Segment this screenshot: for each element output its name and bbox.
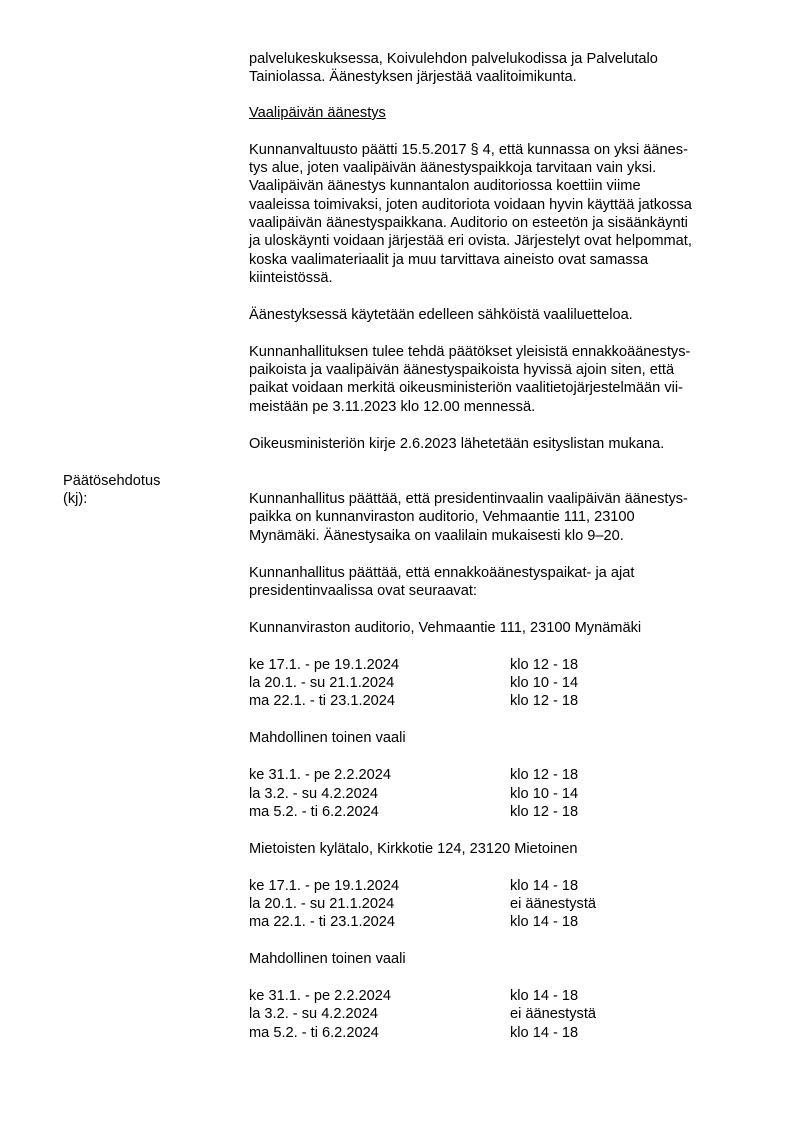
schedule-time: klo 12 - 18 bbox=[510, 804, 579, 820]
schedule-dates: la 3.2. - su 4.2.2024 bbox=[249, 786, 378, 802]
schedule-dates: la 3.2. - su 4.2.2024 bbox=[249, 1006, 378, 1022]
proposal-line: Kunnanhallitus päättää, että ennakkoäänestyspaikat- ja ajat bbox=[249, 565, 635, 581]
schedule-time: klo 10 - 14 bbox=[510, 786, 579, 802]
proposal-line: Mynämäki. Äänestysaika on vaalilain mukaisesti klo 9–20. bbox=[249, 528, 624, 544]
schedule-dates: la 20.1. - su 21.1.2024 bbox=[249, 675, 395, 691]
schedule-time: klo 12 - 18 bbox=[510, 767, 579, 783]
schedule-time: klo 12 - 18 bbox=[510, 693, 579, 709]
schedule-time: klo 14 - 18 bbox=[510, 878, 579, 894]
schedule-time: klo 14 - 18 bbox=[510, 988, 579, 1004]
schedule-dates: ke 31.1. - pe 2.2.2024 bbox=[249, 767, 391, 783]
paragraph-line: paikoista ja vaalipäivän äänestyspaikoista hyvissä ajoin siten, että bbox=[249, 362, 675, 378]
section-heading: Vaalipäivän äänestys bbox=[249, 105, 386, 121]
schedule-time: klo 12 - 18 bbox=[510, 657, 579, 673]
intro-line: Tainiolassa. Äänestyksen järjestää vaalitoimikunta. bbox=[249, 69, 577, 85]
paragraph-line: Oikeusministeriön kirje 2.6.2023 lähetetään esityslistan mukana. bbox=[249, 436, 665, 452]
paragraph-line: vaalipäivän äänestyspaikkana. Auditorio on esteetön ja sisäänkäynti bbox=[249, 215, 688, 231]
schedule-time: klo 14 - 18 bbox=[510, 914, 579, 930]
paragraph-line: Kunnanhallituksen tulee tehdä päätökset yleisistä ennakkoäänestys- bbox=[249, 344, 691, 360]
proposal-line: presidentinvaalissa ovat seuraavat: bbox=[249, 583, 477, 599]
schedule-dates: ma 5.2. - ti 6.2.2024 bbox=[249, 1025, 379, 1041]
location-name: Mietoisten kylätalo, Kirkkotie 124, 23120 Mietoinen bbox=[249, 841, 578, 857]
schedule-time: klo 14 - 18 bbox=[510, 1025, 579, 1041]
schedule-time: klo 10 - 14 bbox=[510, 675, 579, 691]
schedule-dates: ke 17.1. - pe 19.1.2024 bbox=[249, 878, 400, 894]
proposal-line: Kunnanhallitus päättää, että presidentinvaalin vaalipäivän äänestys- bbox=[249, 491, 688, 507]
schedule-dates: ma 5.2. - ti 6.2.2024 bbox=[249, 804, 379, 820]
proposal-label: (kj): bbox=[63, 491, 88, 507]
intro-line: palvelukeskuksessa, Koivulehdon palvelukodissa ja Palvelutalo bbox=[249, 51, 658, 67]
proposal-line: paikka on kunnanviraston auditorio, Vehmaantie 111, 23100 bbox=[249, 509, 635, 525]
paragraph-line: Kunnanvaltuusto päätti 15.5.2017 § 4, että kunnassa on yksi äänes- bbox=[249, 142, 688, 158]
paragraph-line: ja uloskäynti voidaan järjestää eri ovista. Järjestelyt ovat helpommat, bbox=[249, 233, 692, 249]
second-round-label: Mahdollinen toinen vaali bbox=[249, 951, 406, 967]
schedule-dates: ke 17.1. - pe 19.1.2024 bbox=[249, 657, 400, 673]
paragraph-line: paikat voidaan merkitä oikeusministeriön vaalitietojärjestelmään vii- bbox=[249, 380, 683, 396]
schedule-dates: ma 22.1. - ti 23.1.2024 bbox=[249, 914, 396, 930]
paragraph-line: Äänestyksessä käytetään edelleen sähköistä vaaliluetteloa. bbox=[249, 307, 633, 323]
location-name: Kunnanviraston auditorio, Vehmaantie 111, 23100 Mynämäki bbox=[249, 620, 642, 636]
paragraph-line: tys alue, joten vaalipäivän äänestyspaikkoja tarvitaan vain yksi. bbox=[249, 160, 657, 176]
schedule-dates: ma 22.1. - ti 23.1.2024 bbox=[249, 693, 396, 709]
proposal-label: Päätösehdotus bbox=[63, 473, 161, 489]
paragraph-line: meistään pe 3.11.2023 klo 12.00 mennessä. bbox=[249, 399, 536, 415]
paragraph-line: kiinteistössä. bbox=[249, 270, 333, 286]
second-round-label: Mahdollinen toinen vaali bbox=[249, 730, 406, 746]
paragraph-line: Vaalipäivän äänestys kunnantalon auditoriossa koettiin viime bbox=[249, 178, 641, 194]
schedule-time: ei äänestystä bbox=[510, 896, 596, 912]
schedule-dates: la 20.1. - su 21.1.2024 bbox=[249, 896, 395, 912]
schedule-time: ei äänestystä bbox=[510, 1006, 596, 1022]
paragraph-line: koska vaalimateriaalit ja muu tarvittava aineisto ovat samassa bbox=[249, 252, 649, 268]
schedule-dates: ke 31.1. - pe 2.2.2024 bbox=[249, 988, 391, 1004]
paragraph-line: vaaleissa toimivaksi, joten auditoriota voidaan hyvin käyttää jatkossa bbox=[249, 197, 692, 213]
